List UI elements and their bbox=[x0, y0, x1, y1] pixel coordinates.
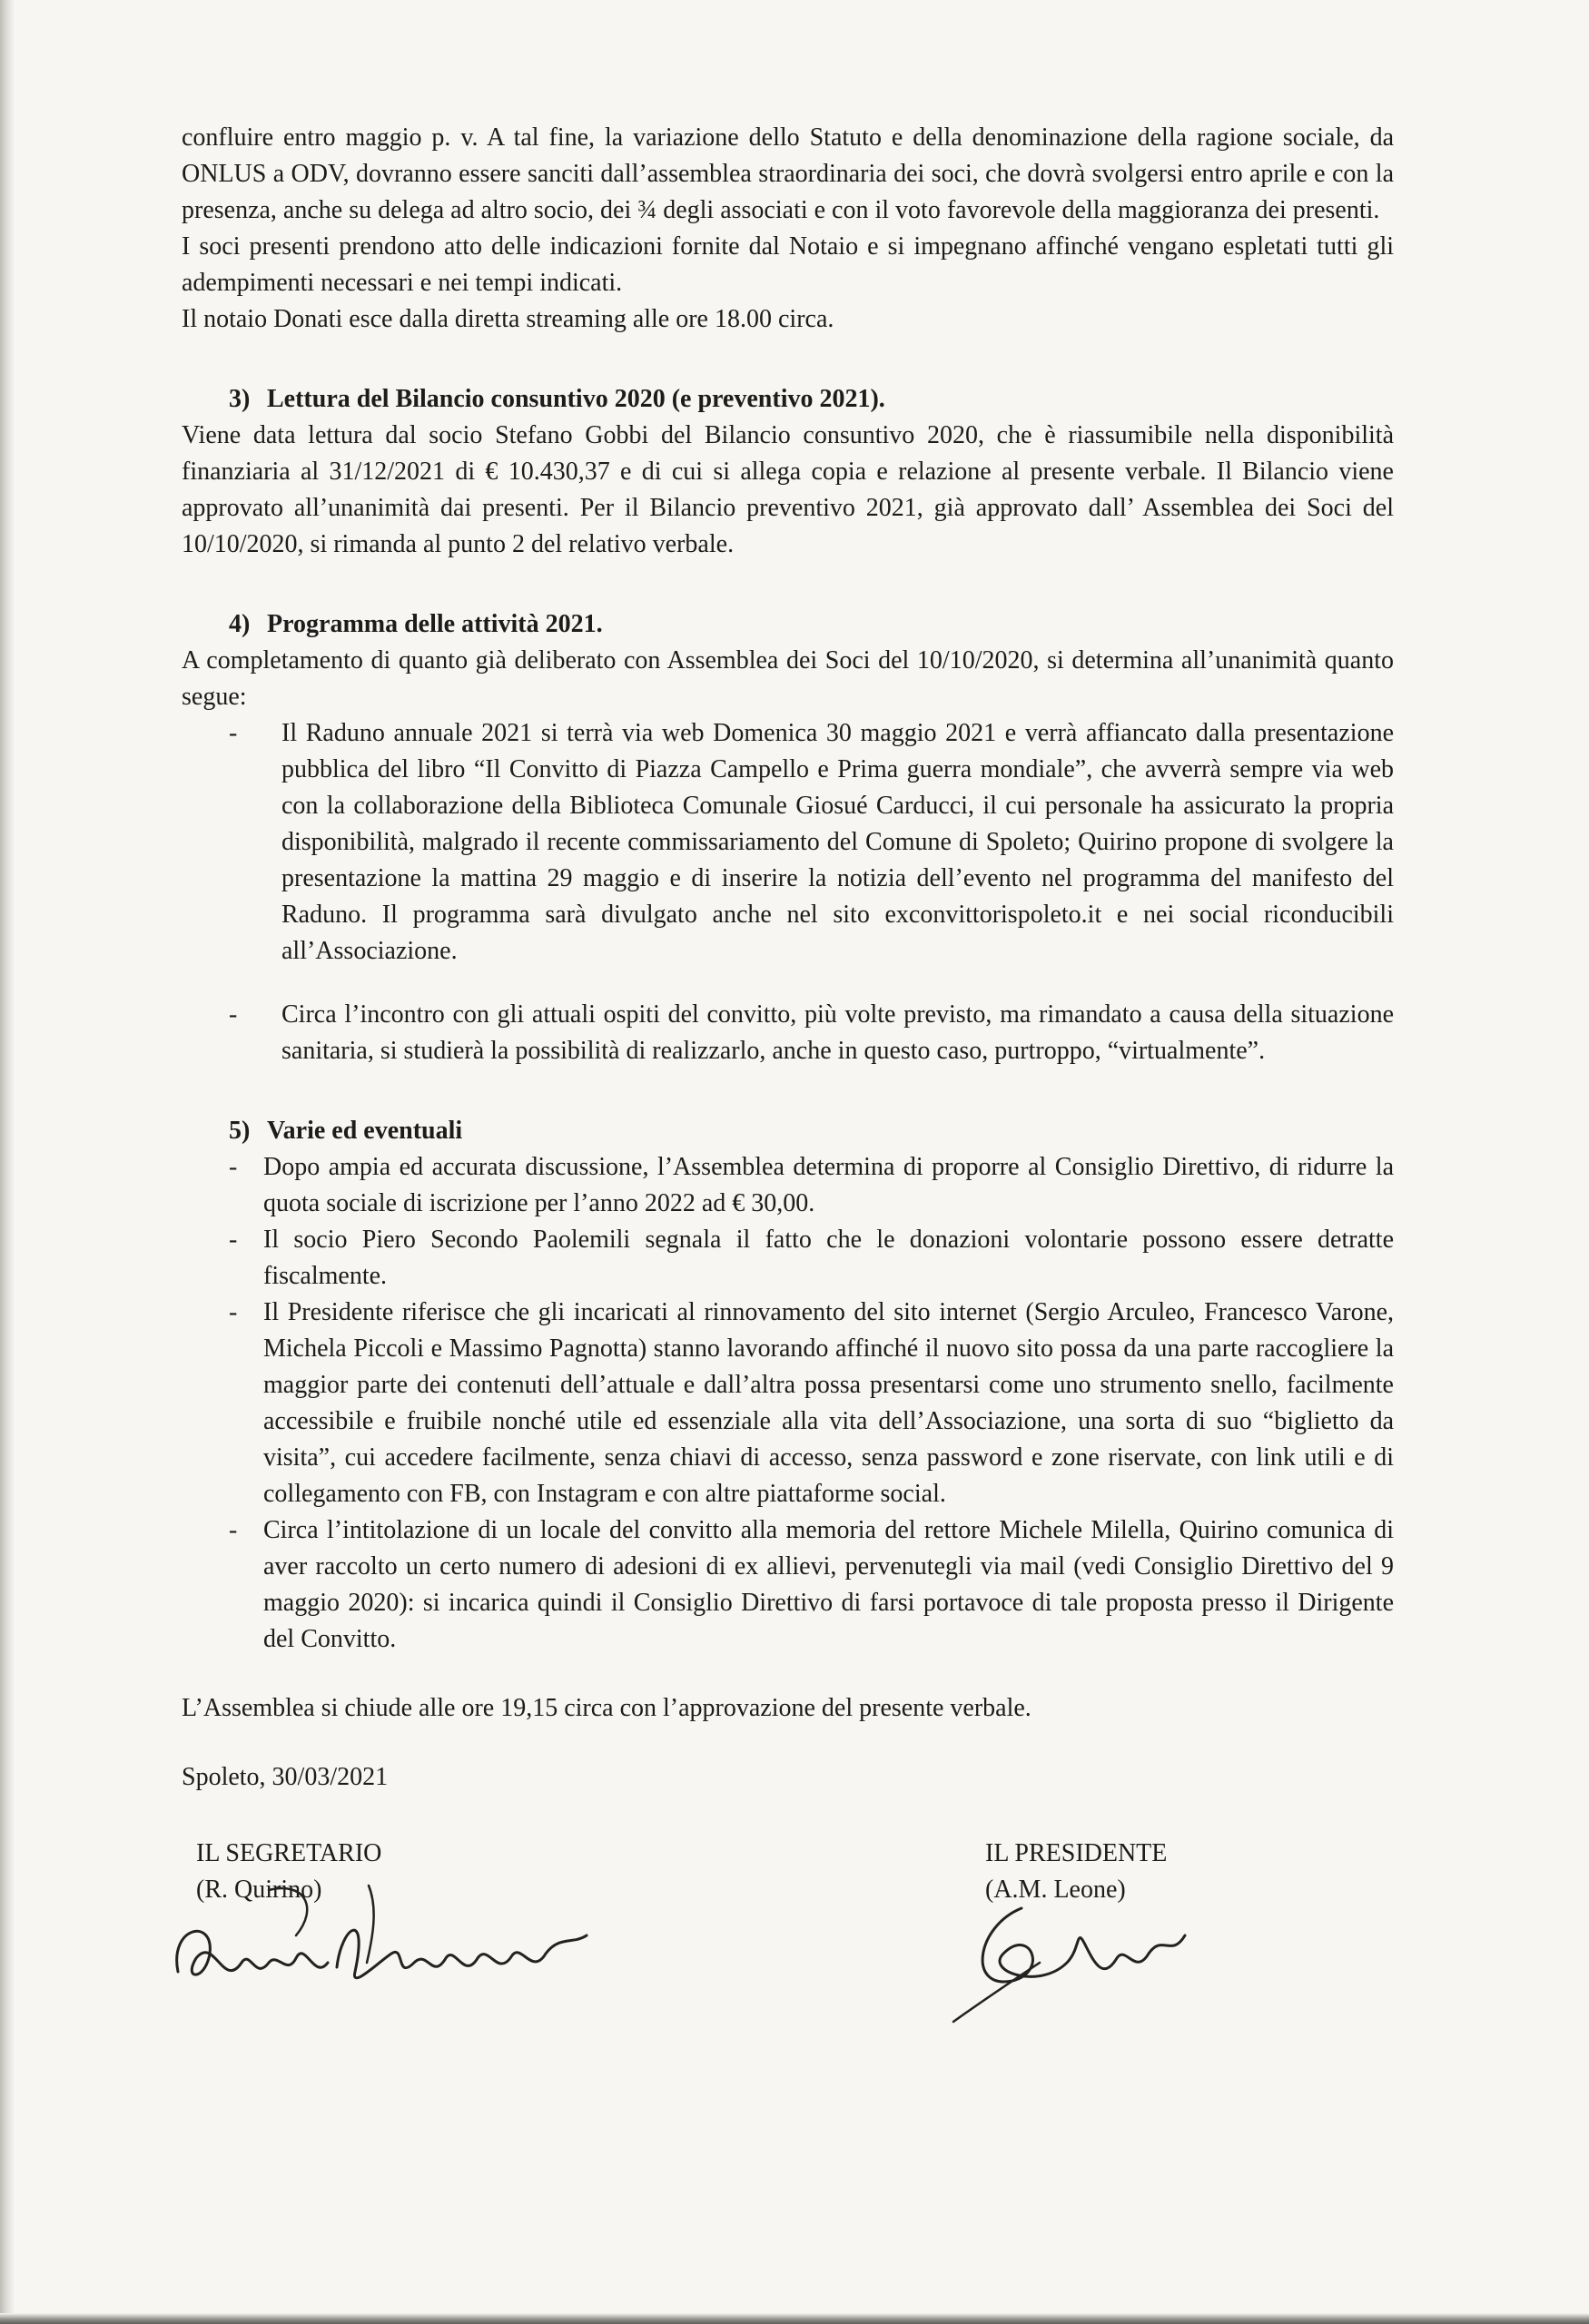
list-item bbox=[182, 1149, 1394, 1222]
section-3-title: Lettura del Bilancio consuntivo 2020 (e preventivo 2021). bbox=[267, 385, 885, 413]
closing-statement: L’Assemblea si chiude alle ore 19,15 circa con l’approvazione del presente verbale. bbox=[182, 1694, 1031, 1722]
document-page bbox=[182, 120, 1394, 2044]
list-item bbox=[182, 997, 1394, 1069]
section-4-list bbox=[182, 715, 1394, 1069]
secretary-role: IL SEGRETARIO bbox=[196, 1839, 382, 1867]
paragraph-intro-1: confluire entro maggio p. v. A tal fine, la variazione dello Statuto e della denominazione della ragione sociale, da ONLUS a ODV, dovranno essere sanciti dall’assemblea straordinaria dei soci, che dovrà svolgersi entro aprile e con la presenza, anche su delega ad altro socio, dei ¾ degli associati e con il voto favorevole della maggioranza dei presenti. bbox=[182, 123, 1394, 224]
section-4-title: Programma delle attività 2021. bbox=[267, 610, 603, 638]
section-4-heading bbox=[229, 606, 1394, 643]
list-item-text: Il Raduno annuale 2021 si terrà via web Domenica 30 maggio 2021 e verrà affiancato dalla presentazione pubblica del libro “Il Convitto di Piazza Campello e Prima guerra mondiale”, che avverrà sempre via web con la collaborazione della Biblioteca Comunale Giosué Carducci, il cui personale ha assicurato la propria disponibilità, malgrado il recente commissariamento del Comune di Spoleto; Quirino propone di svolgere la presentazione la mattina 29 maggio e di inserire la notizia dell’evento nel programma del manifesto del Raduno. Il programma sarà divulgato anche nel sito exconvittorispoleto.it e nei social riconducibili all’Associazione. bbox=[281, 719, 1394, 965]
paragraph-intro-3: Il notaio Donati esce dalla diretta streaming alle ore 18.00 circa. bbox=[182, 305, 834, 333]
list-dash: - bbox=[229, 719, 238, 747]
section-5-number: 5) bbox=[229, 1117, 251, 1145]
president-handwritten-signature bbox=[949, 1872, 1203, 2026]
list-item bbox=[182, 1295, 1394, 1512]
secretary-handwritten-signature bbox=[160, 1872, 632, 2008]
secretary-name: (R. Quirino) bbox=[196, 1876, 322, 1904]
list-item-text: Il socio Piero Secondo Paolemili segnala il fatto che le donazioni volontarie possono essere detratte fiscalmente. bbox=[263, 1226, 1394, 1290]
scan-edge-left bbox=[0, 0, 15, 2324]
list-item-text: Il Presidente riferisce che gli incaricati al rinnovamento del sito internet (Sergio Arculeo, Francesco Varone, Michela Piccoli e Massimo Pagnotta) stanno lavorando affinché il nuovo sito possa da una parte raccogliere la maggior parte dei contenuti dell’attuale e dall’altra possa presentarsi come uno strumento snello, facilmente accessibile e fruibile nonché utile ed essenziale alla vita dell’Associazione, una sorta di suo “biglietto da visita”, cui accedere facilmente, senza chiavi di accesso, senza password e zone riservate, con link utili e di collegamento con FB, con Instagram e con altre piattaforme social. bbox=[263, 1298, 1394, 1508]
section-3-heading bbox=[229, 381, 1394, 418]
president-signature-block bbox=[985, 1836, 1167, 1908]
section-3-number: 3) bbox=[229, 385, 251, 413]
list-dash: - bbox=[229, 1153, 238, 1181]
secretary-signature-block bbox=[196, 1836, 381, 1908]
list-item-text: Circa l’intitolazione di un locale del convitto alla memoria del rettore Michele Milella, Quirino comunica di aver raccolto un certo numero di adesioni di ex allievi, pervenutegli via mail (vedi Consiglio Direttivo del 9 maggio 2020): si incarica quindi il Consiglio Direttivo di farsi portavoce di tale proposta presso il Dirigente del Convitto. bbox=[263, 1516, 1394, 1653]
list-item bbox=[182, 715, 1394, 970]
list-item bbox=[182, 1512, 1394, 1658]
list-dash: - bbox=[229, 1298, 238, 1326]
section-5-list bbox=[182, 1149, 1394, 1658]
signature-block bbox=[182, 1836, 1394, 2044]
list-dash: - bbox=[229, 1226, 238, 1254]
section-5-heading bbox=[229, 1113, 1394, 1149]
paragraph-intro-2: I soci presenti prendono atto delle indicazioni fornite dal Notaio e si impegnano affinché vengano espletati tutti gli adempimenti necessari e nei tempi indicati. bbox=[182, 232, 1394, 297]
place-date: Spoleto, 30/03/2021 bbox=[182, 1763, 389, 1791]
president-role: IL PRESIDENTE bbox=[985, 1839, 1168, 1867]
list-item bbox=[182, 1222, 1394, 1295]
list-item-text: Circa l’incontro con gli attuali ospiti del convitto, più volte previsto, ma rimandato a causa della situazione sanitaria, si studierà la possibilità di realizzarlo, anche in questo caso, purtroppo, “virtualmente”. bbox=[281, 1000, 1394, 1065]
section-4-number: 4) bbox=[229, 610, 251, 638]
list-dash: - bbox=[229, 1516, 238, 1544]
section-5-title: Varie ed eventuali bbox=[267, 1117, 463, 1145]
scan-edge-bottom bbox=[0, 2313, 1589, 2324]
list-item-text: Dopo ampia ed accurata discussione, l’Assemblea determina di proporre al Consiglio Direttivo, di ridurre la quota sociale di iscrizione per l’anno 2022 ad € 30,00. bbox=[263, 1153, 1394, 1217]
section-3-body: Viene data lettura dal socio Stefano Gobbi del Bilancio consuntivo 2020, che è riassumibile nella disponibilità finanziaria al 31/12/2021 di € 10.430,37 e di cui si allega copia e relazione al presente verbale. Il Bilancio viene approvato all’unanimità dai presenti. Per il Bilancio preventivo 2021, già approvato dall’ Assemblea dei Soci del 10/10/2020, si rimanda al punto 2 del relativo verbale. bbox=[182, 421, 1394, 558]
list-dash: - bbox=[229, 1000, 238, 1029]
president-name: (A.M. Leone) bbox=[985, 1876, 1126, 1904]
section-4-intro: A completamento di quanto già deliberato con Assemblea dei Soci del 10/10/2020, si determina all’unanimità quanto segue: bbox=[182, 646, 1394, 711]
